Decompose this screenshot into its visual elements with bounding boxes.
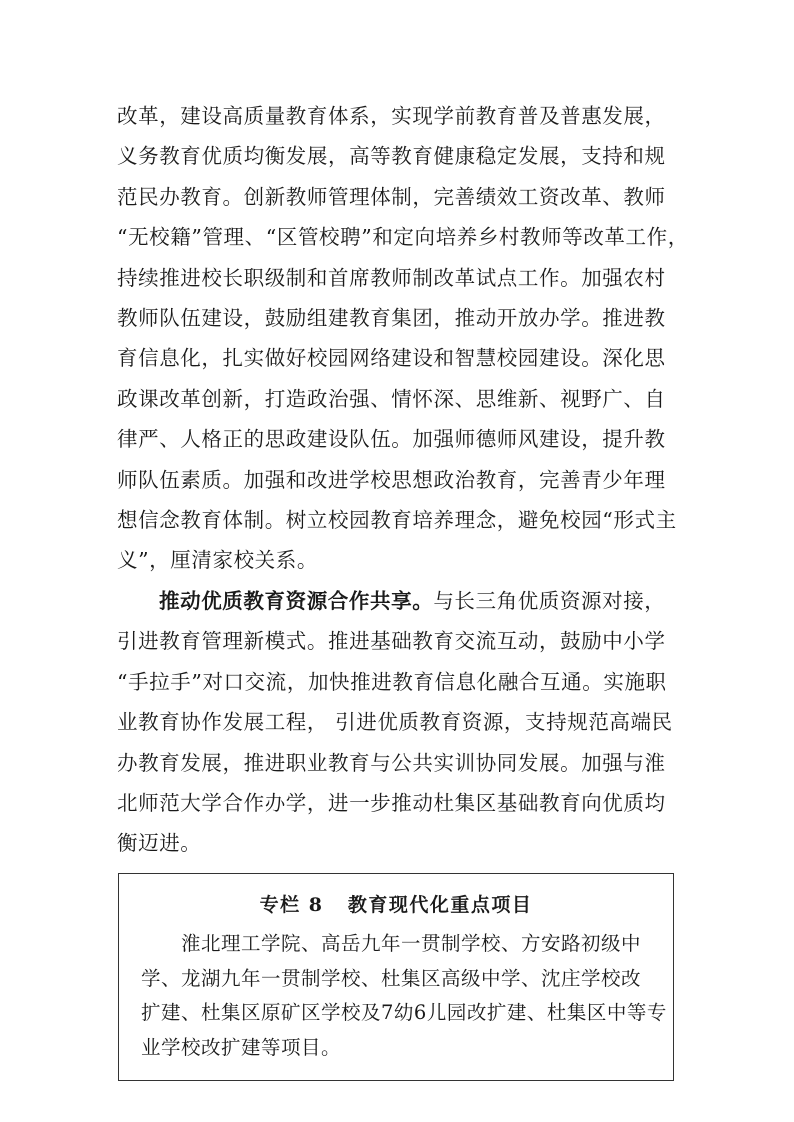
box-title: 专栏 8 教育现代化重点项目 bbox=[259, 894, 533, 916]
box-text-line: 扩建、杜集区原矿区学校及7幼6儿园改扩建、杜集区中等专 bbox=[141, 1001, 667, 1024]
feature-box bbox=[118, 873, 674, 1081]
box-body bbox=[141, 927, 667, 1065]
text-line bbox=[117, 581, 677, 621]
text-line: 律严、人格正的思政建设队伍。加强师德师风建设，提升教 bbox=[117, 427, 666, 452]
text-line: 改革，建设高质量教育体系，实现学前教育普及普惠发展， bbox=[117, 104, 666, 128]
text-line: 教师队伍建设，鼓励组建教育集团，推动开放办学。推进教 bbox=[117, 306, 666, 331]
text-line: 义务教育优质均衡发展，高等教育健康稳定发展，支持和规 bbox=[117, 144, 666, 169]
box-text-line: 淮北理工学院、高岳九年一贯制学校、方安路初级中 bbox=[181, 932, 642, 955]
text-line: 师队伍素质。加强和改进学校思想政治教育，完善青少年理 bbox=[117, 467, 666, 492]
box-text-line: 业学校改扩建等项目。 bbox=[141, 1035, 342, 1059]
text-line: 想信念教育体制。树立校园教育培养理念，避免校园“形式主 bbox=[117, 508, 677, 533]
paragraph-education-reform bbox=[117, 96, 689, 581]
text-line: 业教育协作发展工程， 引进优质教育资源，支持规范高端民 bbox=[117, 710, 673, 735]
text-line: 引进教育管理新模式。推进基础教育交流互动，鼓励中小学 bbox=[117, 629, 666, 654]
section-heading: 推动优质教育资源合作共享。 bbox=[159, 588, 434, 613]
text-line: 衡迈进。 bbox=[117, 831, 202, 856]
heading-followup-text: 与长三角优质资源对接， bbox=[433, 588, 666, 613]
text-line: “手拉手”对口交流，加快推进教育信息化融合互通。实施职 bbox=[117, 669, 667, 694]
text-line: 北师范大学合作办学，进一步推动杜集区基础教育向优质均 bbox=[117, 790, 666, 815]
text-line: 办教育发展，推进职业教育与公共实训协同发展。加强与淮 bbox=[117, 750, 666, 775]
page-content bbox=[117, 96, 689, 864]
box-text-line: 学、龙湖九年一贯制学校、杜集区高级中学、沈庄学校改 bbox=[141, 966, 642, 990]
text-line: 育信息化，扎实做好校园网络建设和智慧校园建设。深化思 bbox=[117, 346, 666, 371]
text-line: 义”，厘清家校关系。 bbox=[117, 548, 318, 573]
text-line: 政课改革创新，打造政治强、情怀深、思维新、视野广、自 bbox=[117, 386, 666, 411]
text-line: 范民办教育。创新教师管理体制，完善绩效工资改革、教师 bbox=[117, 184, 666, 209]
text-line: 持续推进校长职级制和首席教师制改革试点工作。加强农村 bbox=[117, 265, 666, 290]
paragraph-resource-sharing bbox=[117, 581, 677, 864]
text-line: “无校籍”管理、“区管校聘”和定向培养乡村教师等改革工作， bbox=[117, 225, 689, 250]
